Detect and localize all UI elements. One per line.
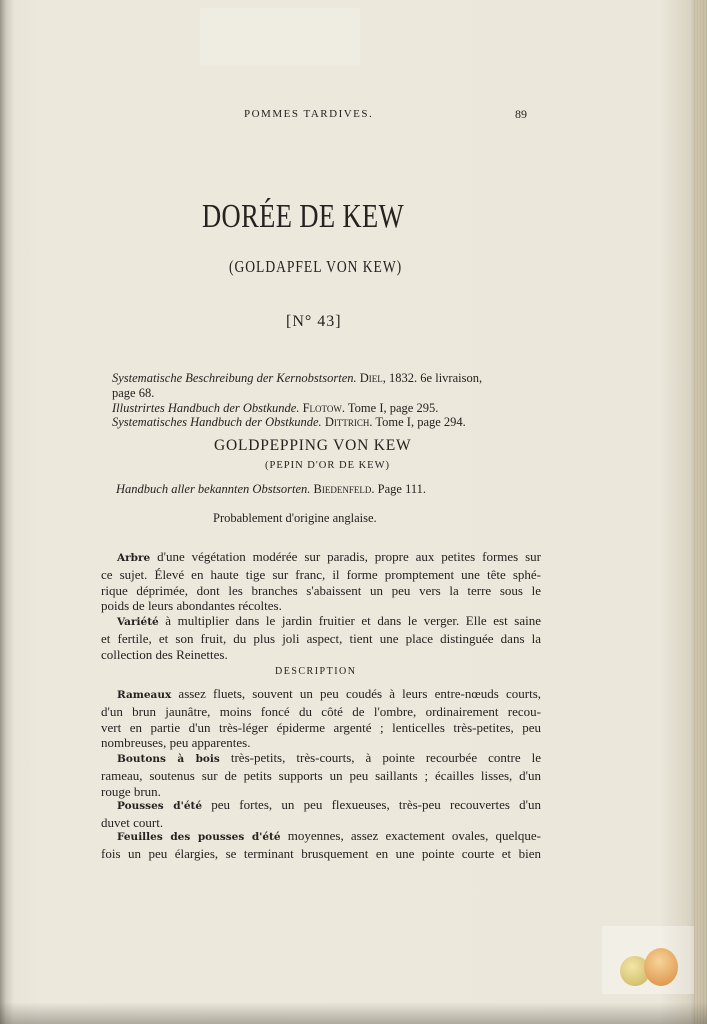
paper-patch [200, 8, 360, 66]
text-line: collection des Reinettes. [101, 646, 228, 662]
synonym-name: GOLDPEPPING VON KEW [214, 437, 412, 454]
reference-author: Flotow [302, 401, 342, 415]
text-line: vert en partie d'un très-léger épiderme argenté ; lenticelles très-petites, peu [101, 719, 541, 735]
lead-word: Variété [117, 616, 159, 628]
synonym-translation: (PEPIN D'OR DE KEW) [265, 460, 391, 471]
text-line: et fertile, et son fruit, du plus joli aspect, tient une place distinguée dans la [101, 630, 541, 646]
reference-title: Illustrirtes Handbuch der Obstkunde. [112, 401, 300, 415]
lead-word: Rameaux [117, 689, 172, 701]
variety-number: [N° 43] [286, 313, 342, 330]
page-edges [693, 0, 707, 1024]
reference-title: Handbuch aller bekannten Obstsorten. [116, 482, 311, 496]
text-line: rouge brun. [101, 783, 161, 799]
reference-continuation: page 68. [112, 386, 155, 400]
reference-author: Dittrich [324, 415, 370, 429]
reference-author: Diel [359, 371, 383, 385]
text-line: nombreuses, peu apparentes. [101, 735, 251, 751]
text-line: assez fluets, souvent un peu coudés à leurs entre-nœuds courts, [171, 686, 541, 701]
text-line: fois un peu élargies, se terminant brusquement en une pointe courte et bien [101, 845, 541, 861]
reference-line [112, 371, 482, 385]
text-line: poids de leurs abondantes récoltes. [101, 598, 282, 614]
text-line: moyennes, assez exactement ovales, quelque- [280, 828, 541, 843]
running-head: POMMES TARDIVES. [244, 108, 374, 120]
text-line: d'un brun jaunâtre, moins foncé du côté de l'ombre, ordinairement recou- [101, 703, 541, 719]
text-line: duvet court. [101, 814, 164, 830]
reference-detail: . Page 111. [371, 482, 427, 496]
paragraph-feuilles [101, 828, 541, 862]
page-shadow [0, 1002, 707, 1024]
paragraph-variete [101, 613, 541, 662]
reference-author: Biedenfeld [313, 482, 372, 496]
paragraph-arbre [101, 549, 541, 614]
origin-note: Probablement d'origine anglaise. [213, 511, 377, 525]
section-heading: DESCRIPTION [275, 666, 357, 677]
lead-word: Arbre [117, 552, 151, 564]
lead-word: Feuilles des pousses d'été [117, 831, 281, 843]
reference-detail: . Tome I, page 294. [369, 415, 466, 429]
text-line: à multiplier dans le jardin fruitier et dans le verger. Elle est saine [158, 613, 541, 628]
paragraph-pousses [101, 797, 541, 831]
page-number: 89 [515, 107, 527, 121]
text-line: ce sujet. Élevé en haute tige sur franc, il forme promptement une tête sphé- [101, 566, 541, 582]
synonym-reference [116, 482, 426, 496]
reference-line [112, 415, 466, 429]
page-subtitle: (GOLDAPFEL VON KEW) [229, 257, 403, 276]
paragraph-rameaux [101, 686, 541, 751]
lead-word: Boutons à bois [117, 753, 220, 765]
reference-line [112, 401, 438, 415]
text-line: très-petits, très-courts, à pointe recourbée contre le [219, 750, 541, 765]
lead-word: Pousses d'été [117, 800, 203, 812]
text-line: d'une végétation modérée sur paradis, propre aux petites formes sur [150, 549, 541, 564]
reference-title: Systematisches Handbuch der Obstkunde. [112, 415, 322, 429]
reference-detail: , 1832. 6e livraison, [382, 371, 483, 385]
text-line: rameau, soutenus sur de petits supports un peu saillants ; écailles lisses, d'un [101, 767, 541, 783]
pear-icon [644, 948, 678, 986]
text-line: rique déprimée, dont les branches s'abaissent un peu vers la terre sous le [101, 582, 541, 598]
fruit-watermark [602, 926, 694, 994]
page-title: DORÉE DE KEW [202, 198, 405, 235]
text-line: peu fortes, un peu flexueuses, très-peu recouvertes d'un [202, 797, 541, 812]
reference-title: Systematische Beschreibung der Kernobstsorten. [112, 371, 357, 385]
reference-detail: . Tome I, page 295. [341, 401, 439, 415]
paragraph-boutons [101, 750, 541, 799]
